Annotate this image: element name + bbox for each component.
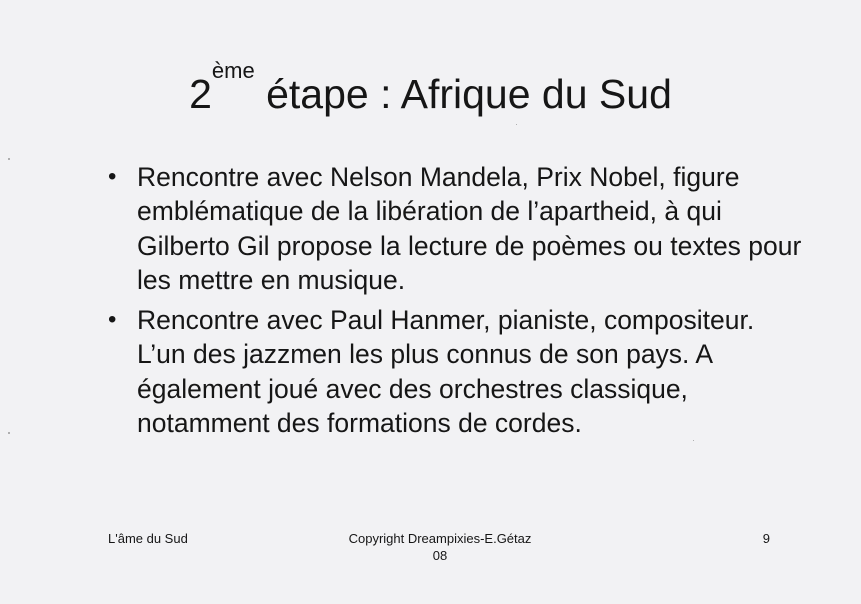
scan-speck	[8, 432, 10, 434]
scan-speck	[516, 124, 517, 125]
bullet-text: Rencontre avec Nelson Mandela, Prix Nobel, figure emblématique de la libération de l’apartheid, à qui Gilberto Gil propose la lecture de poèmes ou textes pour les mettre en musique.	[137, 162, 802, 295]
bullet-list	[104, 160, 804, 446]
title-ordinal: 2	[189, 71, 212, 117]
footer-copyright-year: 08	[432, 548, 448, 563]
bullet-item	[104, 303, 804, 440]
footer-left-text: L'âme du Sud	[108, 531, 188, 546]
title-text: étape : Afrique du Sud	[254, 71, 672, 117]
bullet-marker: •	[108, 163, 117, 190]
slide-title	[0, 58, 861, 122]
footer-copyright	[330, 530, 550, 564]
bullet-item	[104, 160, 804, 297]
scan-speck	[8, 158, 10, 160]
bullet-text: Rencontre avec Paul Hanmer, pianiste, compositeur. L’un des jazzmen les plus connus de son pays. A également joué avec des orchestres classique, notamment des formations de cordes.	[137, 305, 755, 439]
bullet-marker: •	[108, 306, 117, 334]
page-number: 9	[762, 531, 770, 546]
title-ordinal-suffix: ème	[211, 58, 255, 83]
footer-copyright-line: Copyright Dreampixies-E.Gétaz	[348, 531, 532, 546]
